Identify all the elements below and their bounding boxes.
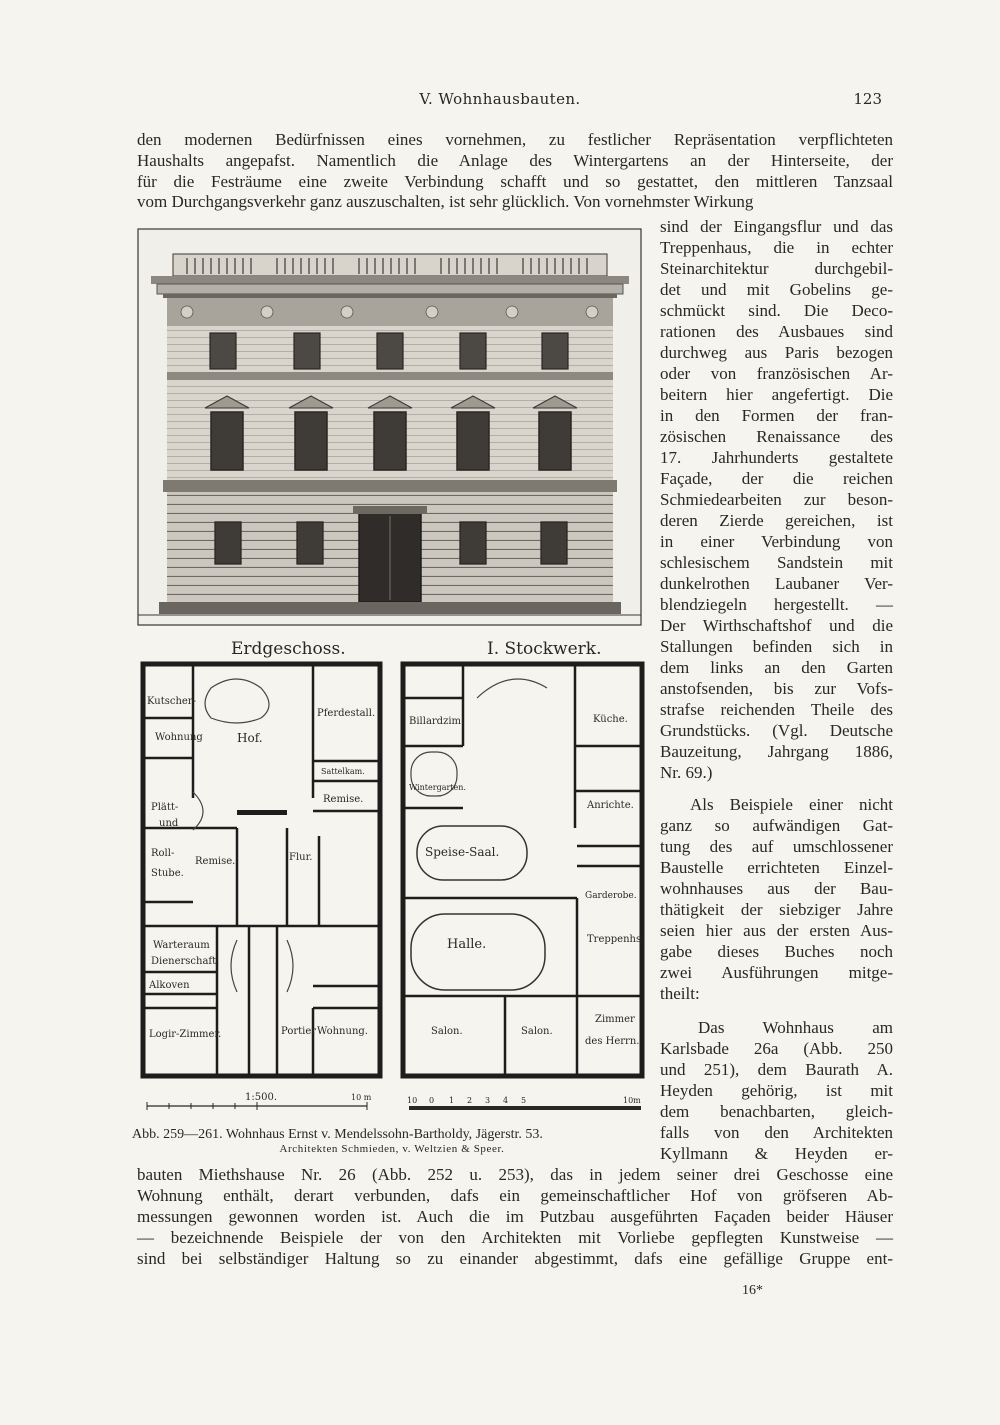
- room-label: des Herrn.: [585, 1036, 640, 1047]
- column-line: und 251), dem Baurath A.: [660, 1060, 893, 1079]
- scale-tick: 0: [429, 1096, 435, 1105]
- column-line: in einer Verbindung von: [660, 532, 893, 551]
- room-label: Flur.: [289, 852, 313, 863]
- column-line: dunkelrothen Laubaner Ver-: [660, 574, 893, 593]
- facade-elevation: [138, 229, 641, 625]
- column-line: wohnhauses aus der Bau-: [660, 879, 893, 898]
- room-label: Speise-Saal.: [425, 845, 500, 859]
- room-label: Alkoven: [149, 980, 190, 991]
- scale-end-label: 10 m: [351, 1093, 372, 1102]
- column-line: theilt:: [660, 984, 700, 1003]
- figure-credit: Architekten Schmieden, v. Weltzien & Speer.: [279, 1143, 505, 1155]
- scale-label: 1:500.: [245, 1092, 277, 1103]
- column-line: Grundstücks. (Vgl. Deutsche: [660, 721, 893, 740]
- scale-tick: 10m: [623, 1096, 641, 1105]
- column-line: ganz so aufwändigen Gat-: [660, 816, 893, 835]
- column-line: zwei Ausführungen mitge-: [660, 963, 893, 982]
- plan-right-title: I. Stockwerk.: [487, 639, 602, 659]
- ground-floor-plan: [143, 664, 380, 1076]
- text-line: den modernen Bedürfnissen eines vornehmen, zu festlicher Repräsentation verpflichteten: [137, 130, 893, 149]
- column-line: Treppenhaus, die in echter: [660, 238, 893, 257]
- column-line: Baustelle errichteten Einzel-: [660, 858, 893, 877]
- column-line: Kyllmann & Heyden er-: [660, 1144, 893, 1163]
- room-label: Wohnung.: [317, 1026, 368, 1037]
- room-label: Salon.: [521, 1026, 553, 1037]
- text-line: — bezeichnende Beispiele der von den Architekten mit Vorliebe gepflegten Kunstweise —: [137, 1228, 893, 1247]
- room-label: Wintergarten.: [409, 783, 466, 792]
- architectural-figure: [137, 226, 645, 1105]
- column-line: zösischen Renaissance des: [660, 427, 893, 446]
- room-label: Anrichte.: [587, 800, 634, 811]
- column-line: gabe dieses Buches noch: [660, 942, 893, 961]
- room-label: Remise.: [323, 794, 364, 805]
- column-line: Als Beispiele einer nicht: [690, 795, 893, 814]
- column-line: Das Wohnhaus am: [698, 1018, 893, 1037]
- room-label: Remise.: [195, 856, 236, 867]
- column-line: strafse reichenden Theile des: [660, 700, 893, 719]
- text-line: messungen gewonnen worden ist. Auch die im Putzbau ausgeführten Façaden beider Häuser: [137, 1207, 893, 1226]
- room-label: Logir-Zimmer.: [149, 1029, 222, 1040]
- room-label: Kutscher-: [147, 696, 196, 707]
- room-label: Garderobe.: [585, 891, 637, 901]
- column-line: thätigkeit der siebziger Jahre: [660, 900, 893, 919]
- text-line: für die Festräume eine zweite Verbindung schafft und so gestattet, den mittleren Tanzsaal: [137, 172, 893, 191]
- room-label: Küche.: [593, 714, 628, 725]
- running-head: [0, 90, 1000, 112]
- scale-tick: 4: [503, 1096, 509, 1105]
- column-line: Karlsbade 26a (Abb. 250: [660, 1039, 893, 1058]
- column-line: in den Formen der fran-: [660, 406, 893, 425]
- scale-tick: 1: [449, 1096, 455, 1105]
- text-line: vom Durchgangsverkehr ganz auszuschalten, ist sehr glücklich. Von vornehmster Wirkung: [137, 192, 754, 211]
- column-line: Steinarchitektur durchgebil-: [660, 259, 893, 278]
- room-label: Pferdestall.: [317, 708, 376, 719]
- column-line: Façade, der die reichen: [660, 469, 893, 488]
- scale-bar-left: [147, 1092, 372, 1110]
- room-label: Sattelkam.: [321, 767, 365, 776]
- room-label: Stube.: [151, 868, 184, 879]
- column-line: det und mit Gobelins ge-: [660, 280, 893, 299]
- scale-bar-right: [407, 1096, 641, 1110]
- column-line: schlesischem Sandstein mit: [660, 553, 893, 572]
- room-label: und: [159, 818, 179, 829]
- column-line: Stallungen befinden sich in: [660, 637, 893, 656]
- figure-caption: Abb. 259—261. Wohnhaus Ernst v. Mendelssohn-Bartholdy, Jägerstr. 53.: [132, 1127, 543, 1142]
- column-line: Schmiedearbeiten zur beson-: [660, 490, 893, 509]
- column-line: rationen des Ausbaues sind: [660, 322, 893, 341]
- column-line: sind der Eingangsflur und das: [660, 217, 893, 236]
- column-line: schmückt sind. Die Deco-: [660, 301, 893, 320]
- upper-floor-plan: [403, 664, 644, 1076]
- text-line: Wohnung enthält, derart verbunden, dafs ein gemeinschaftlicher Hof von gröfseren Ab-: [137, 1186, 893, 1205]
- column-line: dem benachbarten, gleich-: [660, 1102, 893, 1121]
- room-label: Billardzim.: [409, 716, 465, 727]
- running-title: V. Wohnhausbauten.: [419, 90, 581, 108]
- room-label: Plätt-: [151, 802, 179, 813]
- column-line: oder von französischen Ar-: [660, 364, 893, 383]
- printer-signature: 16*: [742, 1283, 763, 1298]
- scale-tick: 2: [467, 1096, 473, 1105]
- room-label: Wohnung: [155, 732, 203, 743]
- room-label: Warteraum: [153, 940, 210, 951]
- column-line: deren Zierde gereichen, ist: [660, 511, 893, 530]
- text-line: bauten Miethshause Nr. 26 (Abb. 252 u. 253), das in jedem seiner drei Geschosse eine: [137, 1165, 893, 1184]
- column-line: falls von den Architekten: [660, 1123, 893, 1142]
- room-label: Salon.: [431, 1026, 463, 1037]
- column-line: 17. Jahrhunderts gestaltete: [660, 448, 893, 467]
- room-label: Portier: [281, 1026, 317, 1037]
- column-line: Heyden gehörig, ist mit: [660, 1081, 893, 1100]
- room-label: Treppenhs.: [587, 934, 645, 945]
- text-line: sind bei selbständiger Haltung so zu einander abgestimmt, dafs eine gefällige Gruppe ent-: [137, 1249, 893, 1268]
- room-label: Roll-: [151, 848, 175, 859]
- room-label: Dienerschaft.: [151, 956, 220, 967]
- column-line: Der Wirthschaftshof und die: [660, 616, 893, 635]
- room-label: Zimmer: [595, 1014, 635, 1025]
- scale-tick: 10: [407, 1096, 418, 1105]
- column-line: Bauzeitung, Jahrgang 1886,: [660, 742, 893, 761]
- column-line: anstofsenden, bis zur Vofs-: [660, 679, 893, 698]
- column-line: blendziegeln hergestellt. —: [660, 595, 893, 614]
- scale-tick: 3: [485, 1096, 491, 1105]
- text-line: Haushalts angepafst. Namentlich die Anlage des Wintergartens an der Hinterseite, der: [137, 151, 893, 170]
- column-line: Nr. 69.): [660, 763, 713, 782]
- plan-left-title: Erdgeschoss.: [231, 639, 346, 659]
- scale-tick: 5: [521, 1096, 527, 1105]
- room-label: Halle.: [447, 937, 487, 952]
- column-line: seien hier aus der ersten Aus-: [660, 921, 893, 940]
- column-line: durchweg aus Paris bezogen: [660, 343, 893, 362]
- room-label: Hof.: [237, 731, 263, 745]
- column-line: dem links an den Garten: [660, 658, 893, 677]
- column-line: tung des auf umschlossener: [660, 837, 893, 856]
- column-line: beitern hier angefertigt. Die: [660, 385, 893, 404]
- page-number: 123: [853, 90, 882, 108]
